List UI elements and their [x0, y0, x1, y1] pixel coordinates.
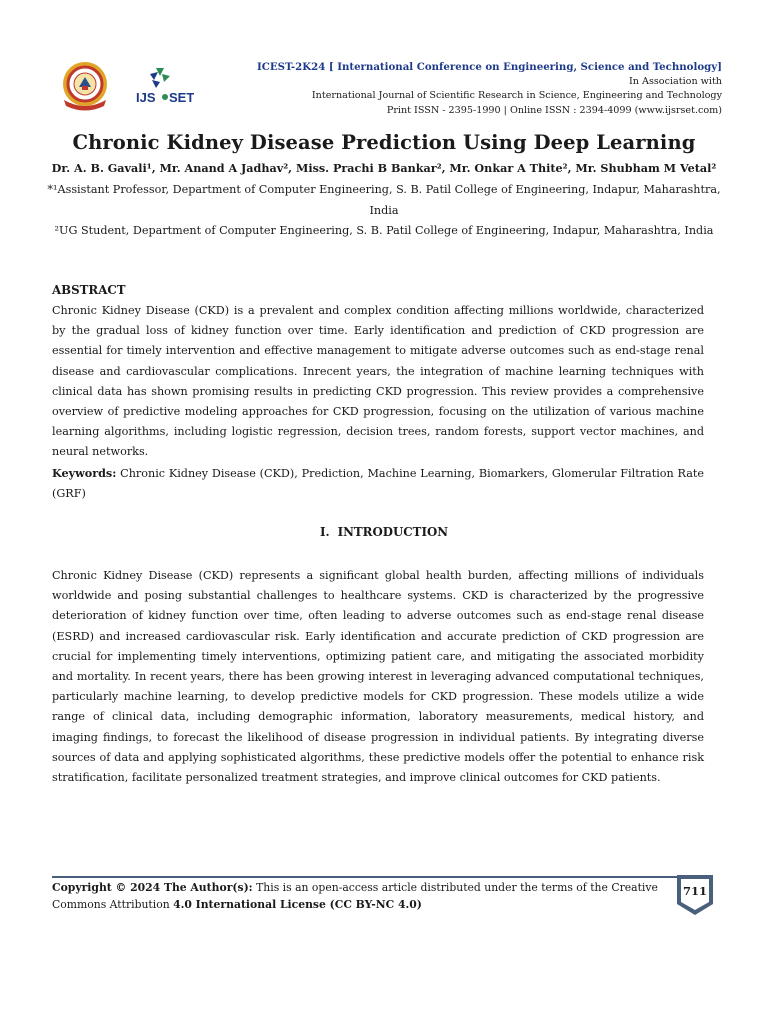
abstract-heading: ABSTRACT — [52, 283, 126, 297]
page-number: 711 — [682, 884, 707, 898]
affiliation-1: *¹Assistant Professor, Department of Computer Engineering, S. B. Patil College of Engineering, Indapur, Maharashtra, India — [47, 183, 721, 217]
issn-text: Print ISSN - 2395-1990 | Online ISSN : 2394-4099 (www.ijsrset.com) — [386, 104, 722, 116]
keywords-text: Chronic Kidney Disease (CKD), Prediction, Machine Learning, Biomarkers, Glomerular Filtration Rate (GRF) — [52, 467, 704, 501]
section-number: I. — [319, 525, 330, 539]
ijsrset-logo-icon — [134, 64, 194, 106]
introduction-heading — [0, 525, 768, 539]
footer-divider — [52, 876, 678, 878]
author-list: Dr. A. B. Gavali¹, Mr. Anand A Jadhav², Miss. Prachi B Bankar², Mr. Onkar A Thite², Mr. Shubham M Vetal² — [51, 161, 717, 175]
copyright-label: Copyright © 2024 The Author(s): — [52, 881, 253, 894]
affiliation-2: ²UG Student, Department of Computer Engineering, S. B. Patil College of Engineering, Indapur, Maharashtra, India — [54, 224, 714, 237]
college-seal-icon — [58, 60, 112, 112]
keywords-label: Keywords: — [52, 466, 117, 480]
copyright-text: This is an open-access article distributed under the terms of the Creative Commons Attribution — [52, 881, 658, 911]
paper-title: Chronic Kidney Disease Prediction Using Deep Learning — [72, 131, 696, 154]
svg-text:SET: SET — [169, 90, 194, 105]
svg-text:IJS: IJS — [136, 90, 156, 105]
journal-header — [257, 60, 722, 118]
association-text: In Association with — [629, 75, 722, 87]
keywords-line — [52, 463, 704, 504]
license-text: 4.0 International License (CC BY-NC 4.0) — [173, 897, 422, 911]
copyright-notice — [52, 880, 658, 913]
abstract-body: Chronic Kidney Disease (CKD) is a prevalent and complex condition affecting millions worldwide, characterized by the gradual loss of kidney function over time. Early identification and prediction of CKD progression are essential for timely intervention and effective management to mitigate adverse outcomes such as end-stage renal disease and cardiovascular complications. Inrecent years, the integration of machine learning techniques with clinical data has shown promising results in predicting CKD progression. This review provides a comprehensive overview of predictive modeling approaches for CKD progression, focusing on the utilization of various machine learning algorithms, including logistic regression, decision trees, random forests, support vector machines, and neural networks. — [52, 304, 704, 459]
section-title: INTRODUCTION — [337, 525, 449, 539]
journal-name: International Journal of Scientific Research in Science, Engineering and Technology — [311, 90, 722, 101]
introduction-body: Chronic Kidney Disease (CKD) represents a significant global health burden, affecting millions of individuals worldwide and posing substantial challenges to healthcare systems. CKD is characterized by the progressive deterioration of kidney function over time, often leading to adverse outcomes such as end-stage renal disease (ESRD) and increased cardiovascular risk. Early identification and accurate prediction of CKD progression are crucial for implementing timely interventions, optimizing patient care, and mitigating the associated morbidity and mortality. In recent years, there has been growing interest in leveraging advanced computational techniques, particularly machine learning, to develop predictive models for CKD progression. These models utilize a wide range of clinical data, including demographic information, laboratory measurements, medical history, and imaging findings, to forecast the likelihood of disease progression in individual patients. By integrating diverse sources of data and applying sophisticated algorithms, these predictive models offer the potential to enhance risk stratification, facilitate personalized treatment strategies, and improve clinical outcomes for CKD patients. — [52, 569, 704, 785]
conference-name: ICEST-2K24 [ International Conference on Engineering, Science and Technology] — [257, 61, 722, 73]
